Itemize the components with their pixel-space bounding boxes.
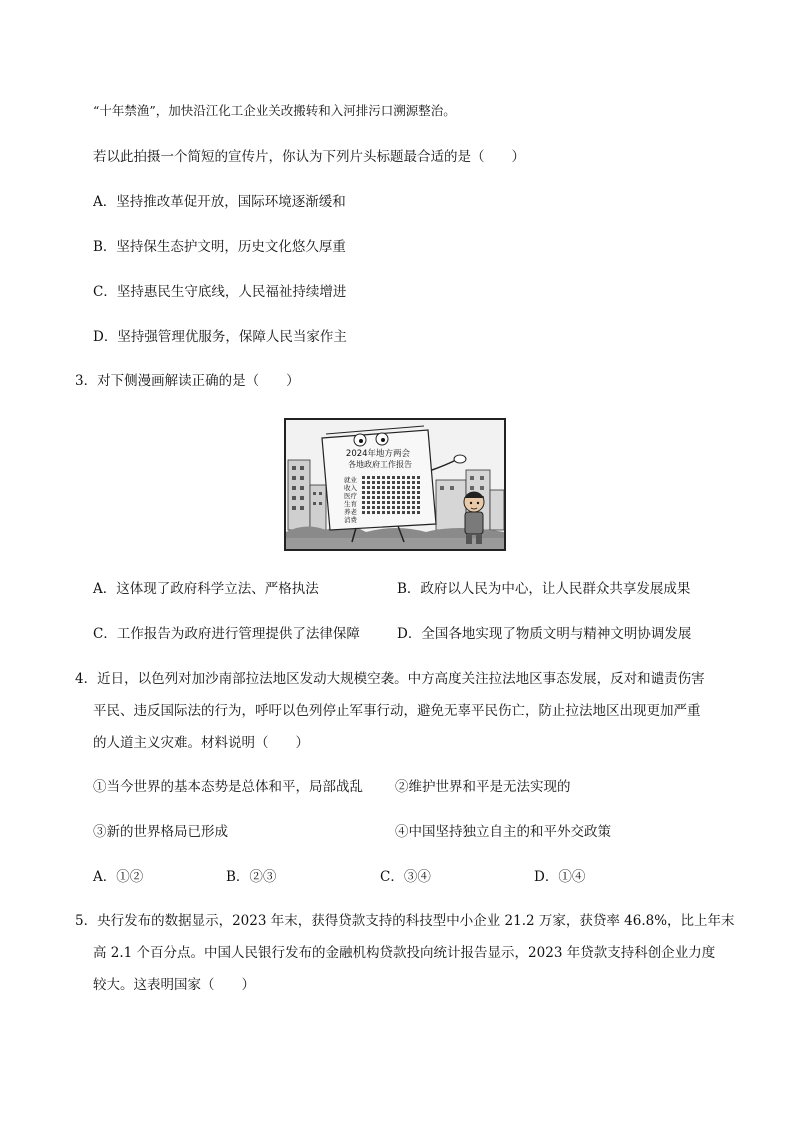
question-2-option-b: B．坚持保生态护文明，历史文化悠久厚重 [93,239,346,255]
question-5-stem-line3: 较大。这表明国家（ ） [93,977,255,993]
question-4-stem-line3: 的人道主义灾难。材料说明（ ） [93,735,309,751]
question-2-option-a: A．坚持推改革促开放，国际环境逐渐缓和 [93,194,346,210]
question-4-statement-3: ③新的世界格局已形成 [93,824,228,840]
question-4-stem-line2: 平民、违反国际法的行为，呼吁以色列停止军事行动，避免无辜平民伤亡，防止拉法地区出现更加严重 [93,703,701,719]
cartoon-item-2: 收入 [344,484,357,492]
cartoon-image [284,418,506,551]
cartoon-item-3: 医疗 [344,492,357,500]
question-5-stem-line1: 5．央行发布的数据显示，2023 年末，获得贷款支持的科技型中小企业 21.2 万家，获贷率 46.8%，比上年末 [75,913,735,929]
question-3-option-b: B．政府以人民为中心，让人民群众共享发展成果 [397,581,691,597]
cartoon-item-5: 养老 [344,508,357,516]
cartoon-title-line2: 各地政府工作报告 [348,460,412,469]
question-3-option-c: C．工作报告为政府进行管理提供了法律保障 [93,626,360,642]
line-q2-context: “十年禁渔”，加快沿江化工企业关改搬转和入河排污口溯源整治。 [93,103,456,118]
question-4-option-c: C．③④ [380,869,431,885]
question-4-option-a: A．①② [93,869,144,885]
question-4-option-b: B．②③ [226,869,277,885]
cartoon-item-4: 生育 [344,500,357,508]
cartoon-item-6: 消费 [344,516,357,524]
cartoon-title-line1: 2024年地方两会 [345,449,411,459]
question-4-statement-2: ②维护世界和平是无法实现的 [395,779,571,795]
question-4-stem-line1: 4．近日，以色列对加沙南部拉法地区发动大规模空袭。中方高度关注拉法地区事态发展，反对和谴责伤害 [75,671,705,687]
question-3-stem: 3．对下侧漫画解读正确的是（ ） [75,373,300,389]
question-2-stem: 若以此拍摄一个简短的宣传片，你认为下列片头标题最合适的是（ ） [93,149,525,165]
cartoon-item-1: 就业 [344,476,357,484]
question-3-option-d: D．全国各地实现了物质文明与精神文明协调发展 [397,626,692,642]
question-4-statement-1: ①当今世界的基本态势是总体和平，局部战乱 [93,779,363,795]
question-4-statement-4: ④中国坚持独立自主的和平外交政策 [395,824,611,840]
question-3-option-a: A．这体现了政府科学立法、严格执法 [93,581,319,597]
question-5-stem-line2: 高 2.1 个百分点。中国人民银行发布的金融机构贷款投向统计报告显示，2023 年贷款支持科创企业力度 [93,945,716,961]
question-2-option-d: D．坚持强管理优服务，保障人民当家作主 [93,329,347,345]
question-2-option-c: C．坚持惠民生守底线，人民福祉持续增进 [93,284,347,300]
question-4-option-d: D．①④ [534,869,586,885]
